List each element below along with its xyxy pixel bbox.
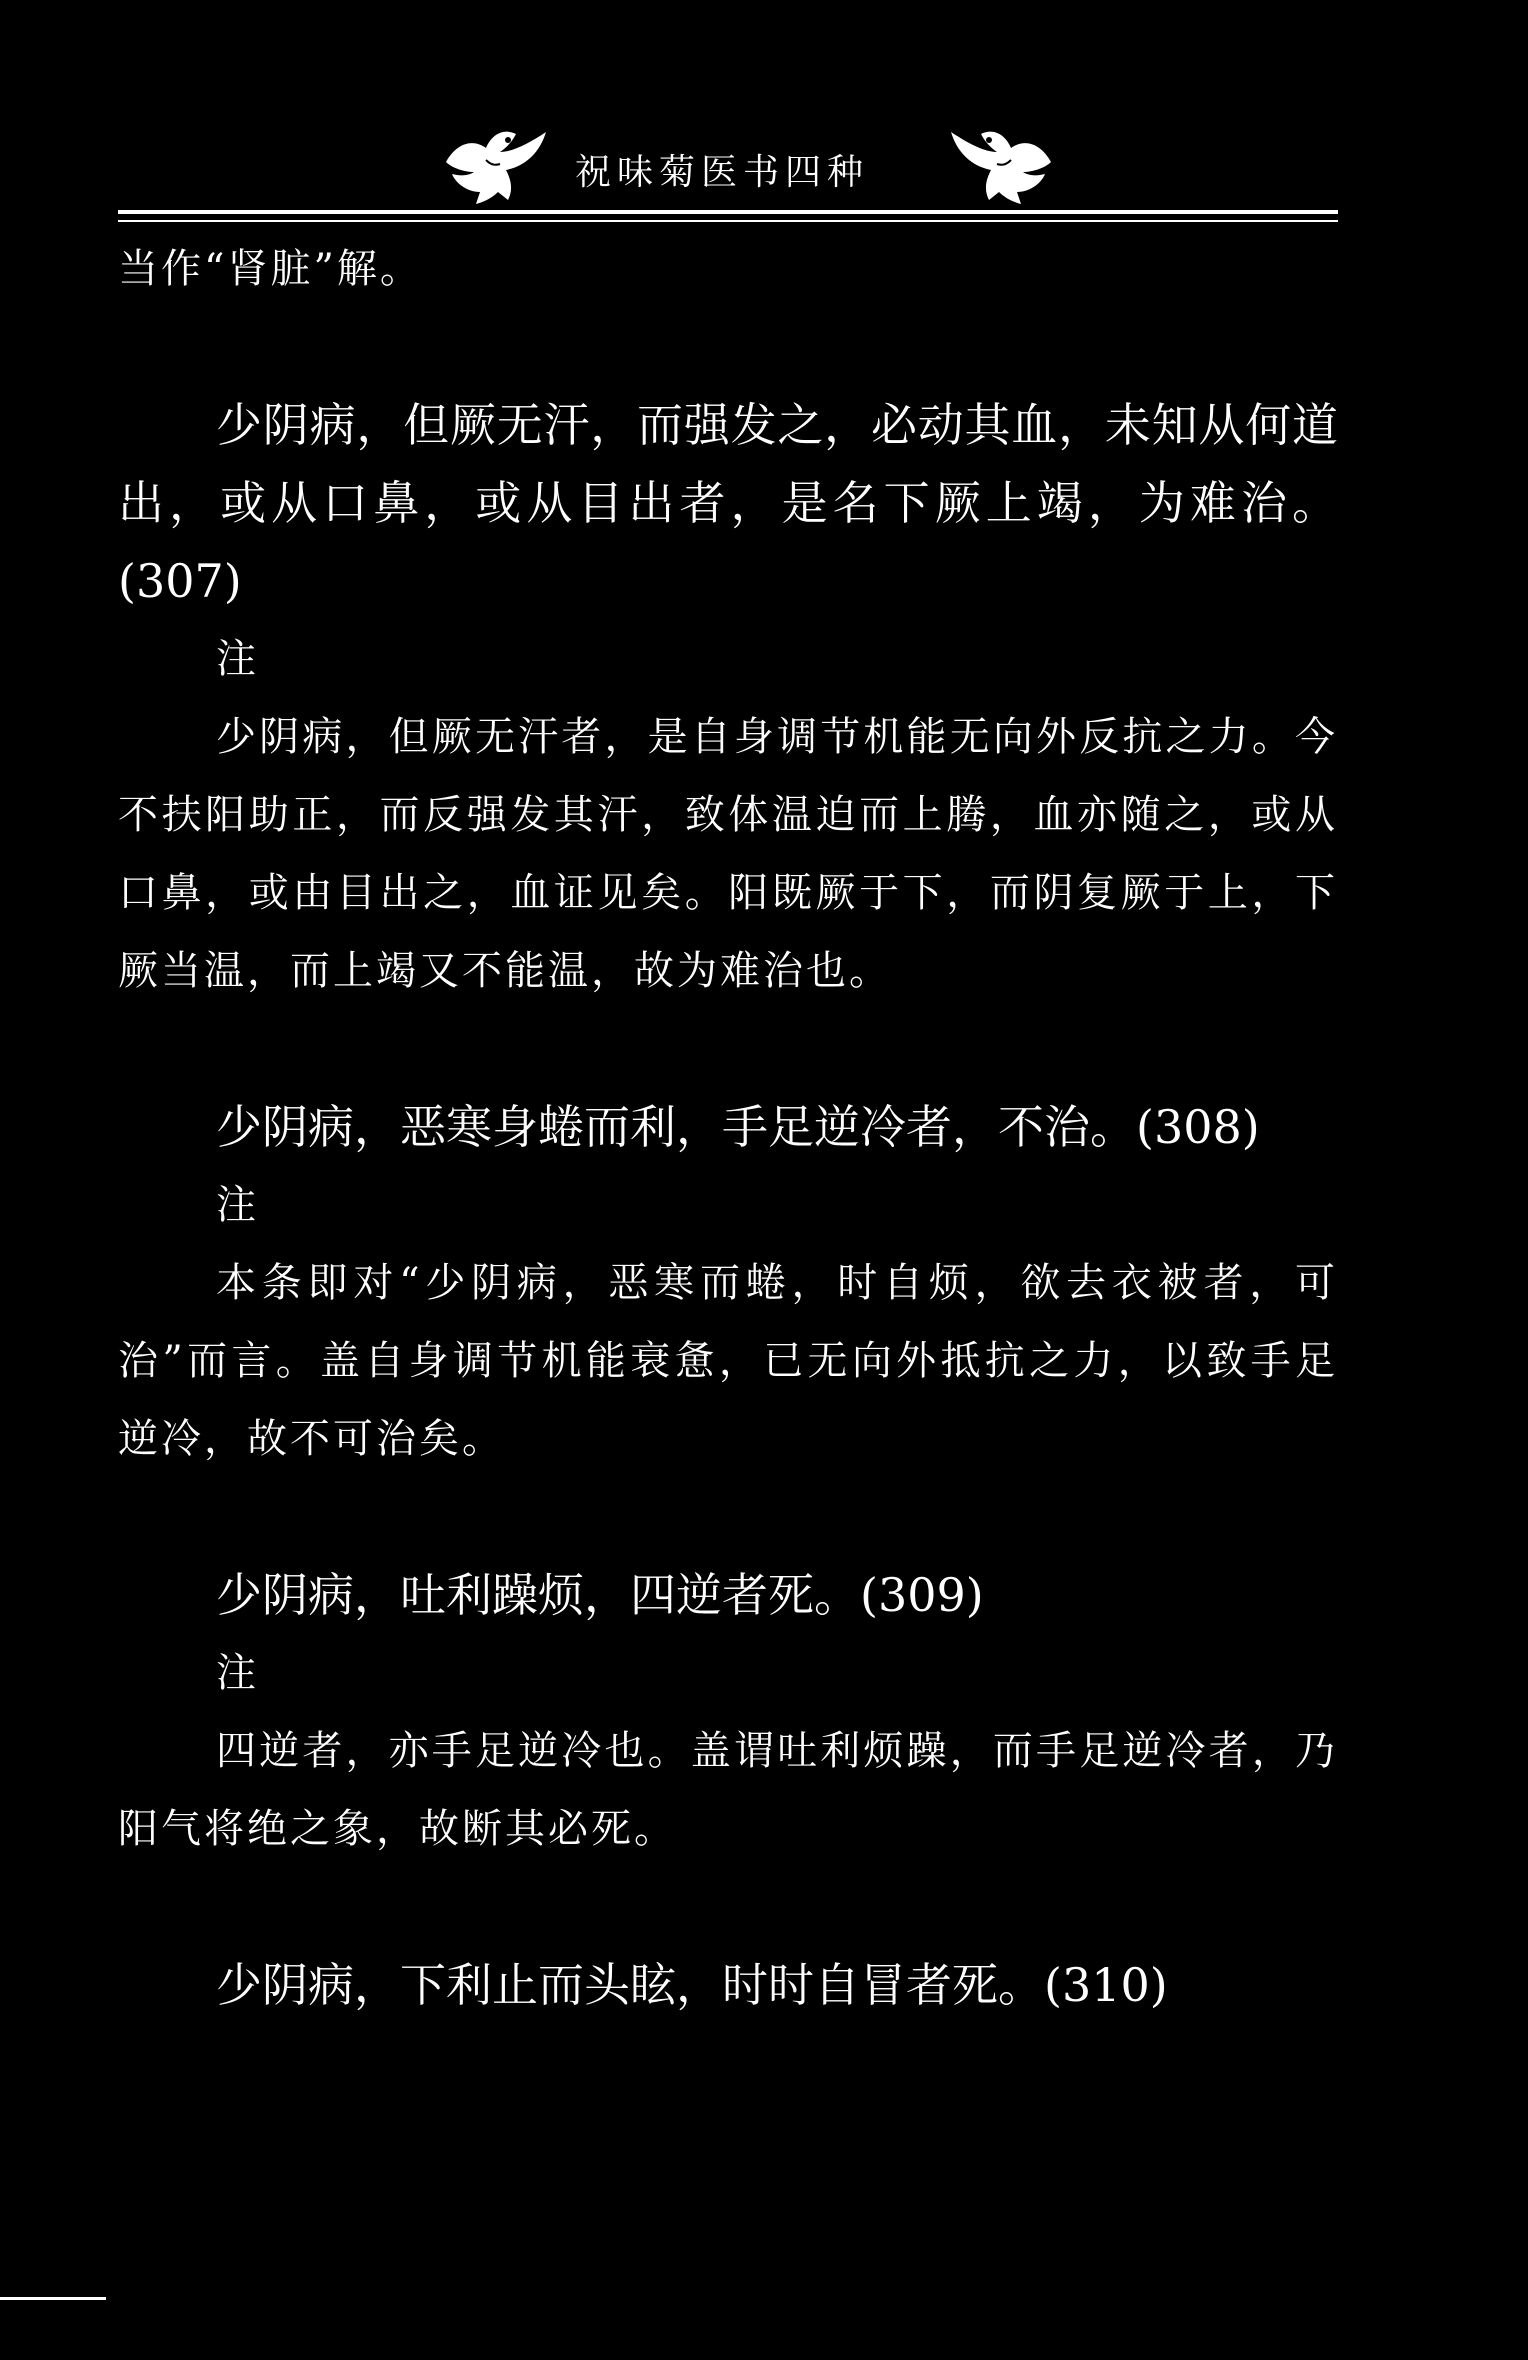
clause-310: 少阴病，下利止而头眩，时时自冒者死。(310) [216, 1958, 1168, 2012]
header-rule-thick [118, 210, 1338, 214]
note-309: 四逆者，亦手足逆冷也。盖谓吐利烦躁，而手足逆冷者，乃阳气将绝之象，故断其必死。 [118, 1728, 1338, 1852]
header-rule-thin [118, 220, 1338, 222]
clause-307: 少阴病，但厥无汗，而强发之，必动其血，未知从何道出，或从口鼻，或从目出者，是名下厥上竭，为难治。(307) [118, 398, 1338, 608]
note-label: 注 [216, 636, 256, 682]
spacer [118, 308, 1338, 386]
spacer [118, 1868, 1338, 1946]
clause-308: 少阴病，恶寒身蜷而利，手足逆冷者，不治。(308) [216, 1100, 1260, 1154]
note-label: 注 [216, 1650, 256, 1696]
page-body [118, 230, 1338, 2024]
phoenix-ornament-icon [945, 122, 1055, 208]
running-header [430, 118, 1070, 210]
paragraph-continuation: 当作“肾脏”解。 [118, 246, 423, 292]
note-308: 本条即对“少阴病，恶寒而蜷，时自烦，欲去衣被者，可治”而言。盖自身调节机能衰惫，已无向外抵抗之力，以致手足逆冷，故不可治矣。 [118, 1260, 1338, 1462]
spacer [118, 1010, 1338, 1088]
page-corner-line [0, 2297, 106, 2300]
spacer [118, 1478, 1338, 1556]
clause-309: 少阴病，吐利躁烦，四逆者死。(309) [216, 1568, 984, 1622]
note-label: 注 [216, 1182, 256, 1228]
phoenix-ornament-icon [442, 122, 552, 208]
header-title: 祝味菊医书四种 [575, 152, 870, 193]
note-307: 少阴病，但厥无汗者，是自身调节机能无向外反抗之力。今不扶阳助正，而反强发其汗，致体温迫而上腾，血亦随之，或从口鼻，或由目出之，血证见矣。阳既厥于下，而阴复厥于上，下厥当温，而上竭又不能温，故为难治也。 [118, 714, 1338, 994]
